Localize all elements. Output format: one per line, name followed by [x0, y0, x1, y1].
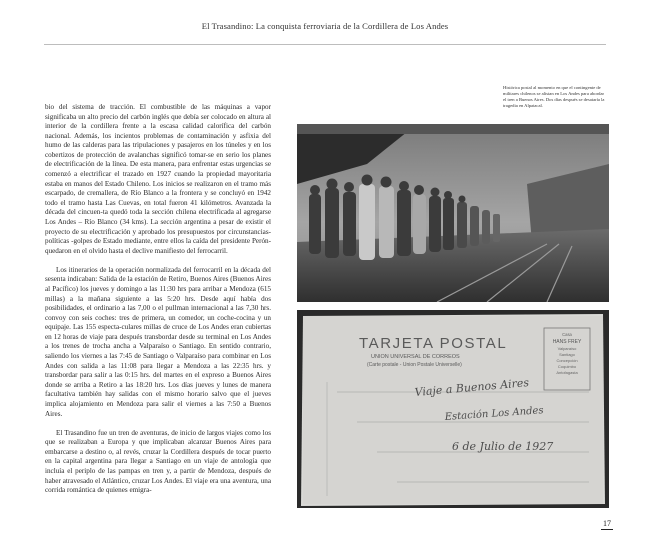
body-paragraph: El Trasandino fue un tren de aventuras, de inicio de largos viajes como los que se realizaban a Europa y que implicaban alcanzar Buenos Aires para embarcarse a destino o, al revés, cruzar la Cordillera después de tocar puerto en la capital argentina para llegar a Santiago en un viaje de antología que incluía el periplo de las pampas en tren y, a partir de Mendoza, después de haber atravesado el Atlántico, cruzar Los Andes. El viaje era una aventura, una corrida romántica de quienes emigra-: [45, 428, 271, 495]
handwriting-line: 6 de Julio de 1927: [452, 440, 554, 453]
header-rule: [44, 44, 606, 45]
postcard-subtitle-2: (Carte postale - Union Postale Universelle): [367, 362, 462, 368]
running-header: El Trasandino: La conquista ferroviaria de la Cordillera de Los Andes: [201, 21, 449, 31]
stamp-line: Antofagasta: [556, 370, 578, 375]
stamp-line: Valparaíso: [557, 346, 577, 351]
postcard-photo: [297, 310, 609, 508]
page-number: 17: [603, 519, 611, 528]
handwriting-line: Estación Los Andes: [444, 405, 544, 423]
stamp-line: Concepción: [556, 358, 578, 363]
page-number-rule: [601, 529, 613, 530]
stamp-line: Casa: [562, 332, 572, 337]
stamp-line: Santiago: [559, 352, 575, 357]
stamp-line: HANS FREY: [552, 339, 582, 345]
postcard-title: TARJETA POSTAL: [359, 335, 508, 352]
body-text-column: [45, 103, 271, 496]
body-paragraph: bio del sistema de tracción. El combustible de las máquinas a vapor significaba un alto precio del carbón inglés que debía ser colocado en altura al interior de la cordillera frente a la escasa calidad calorífica del carbón nacional. Además, los incientos problemas de contaminación y asfixia del humo de las calderas para las tripulaciones y pasajeros en los túneles y en los cobertizos de protección de avalanchas significó tomar-se en serio los planes de electrificación de la línea. De esta manera, para enfrentar estas urgencias se comenzó a electrificar el trazado en 1927 cuando la propiedad mayoritaria estaba en manos del Estado Chileno. Los inicios se realizaron en el tramo más escarpado, de cremallera, de Río Blanco a la frontera y se concluyó en 1942 todo el tramo hasta Las Cuevas, en total fueron 41 kilómetros. Avanzada la década del cincuen-ta quedó toda la sección chilena electrificada al agregarse Los Andes – Río Blanco (34 kms). La sección argentina a pesar de existir el proyecto de su electrificación y aprobado los presupuestos por circunstancias-políticas -golpes de Estado mediante, entre ellos la caída del presidente Perón- quedaron en el olvido hasta el declive manifiesto del ferrocarril.: [45, 103, 271, 255]
historic-photo-soldiers: [297, 124, 609, 302]
photo-caption: Histórica postal al momento en que el contingente de militares chilenos se alistan en Los Andes para abordar el tren a Buenos Aires. Dos días después se desataría la tragedia en Alpatacal.: [503, 85, 605, 108]
body-paragraph: Los itinerarios de la operación normalizada del ferrocarril en la década del sesenta indicaban: Salida de la estación de Retiro, Buenos Aires (Buenos Aires al Pacífico) los jueves y domingo a las 11:30 hrs para arribar a Mendoza (615 millas) a la mañana siguiente a las 5:20 hrs. Desde aquí había dos posibilidades, el ordinario a las 7,00 o el pullman internacional a las 7,30 hrs. convoy con seis coches: tres de primera, un comedor, un coche-cocina y un equipaje. Las 155 especta-culares millas de cruce de Los Andes eran cubiertas en 12 horas de viaje para después transbordar desde su terminal en Los Andes a los trenes de trocha ancha a Valparaíso o Santiago. En sentido contrario, saliendo los viernes a las 7:45 de Santiago o Valparaíso para combinar en Los Andes con salida a las 11:08 para llegar a Mendoza a las 22:35 hrs. y transbordar para salir a las 0:15 hrs. del martes en el expreso a Buenos Aires donde se arriba a Retiro a las 18:20 hrs. Los días jueves y lunes de manera facultativa también hay salidas con el mismo horario salvo que el jueves implica alojamiento en Mendoza para salir el viernes a las 7:50 a Buenos Aires.: [45, 265, 271, 418]
handwriting-line: Viaje a Buenos Aires: [414, 376, 530, 399]
stamp-line: Coquimbo: [557, 364, 577, 369]
postcard-subtitle: UNION UNIVERSAL DE CORREOS: [371, 354, 460, 360]
